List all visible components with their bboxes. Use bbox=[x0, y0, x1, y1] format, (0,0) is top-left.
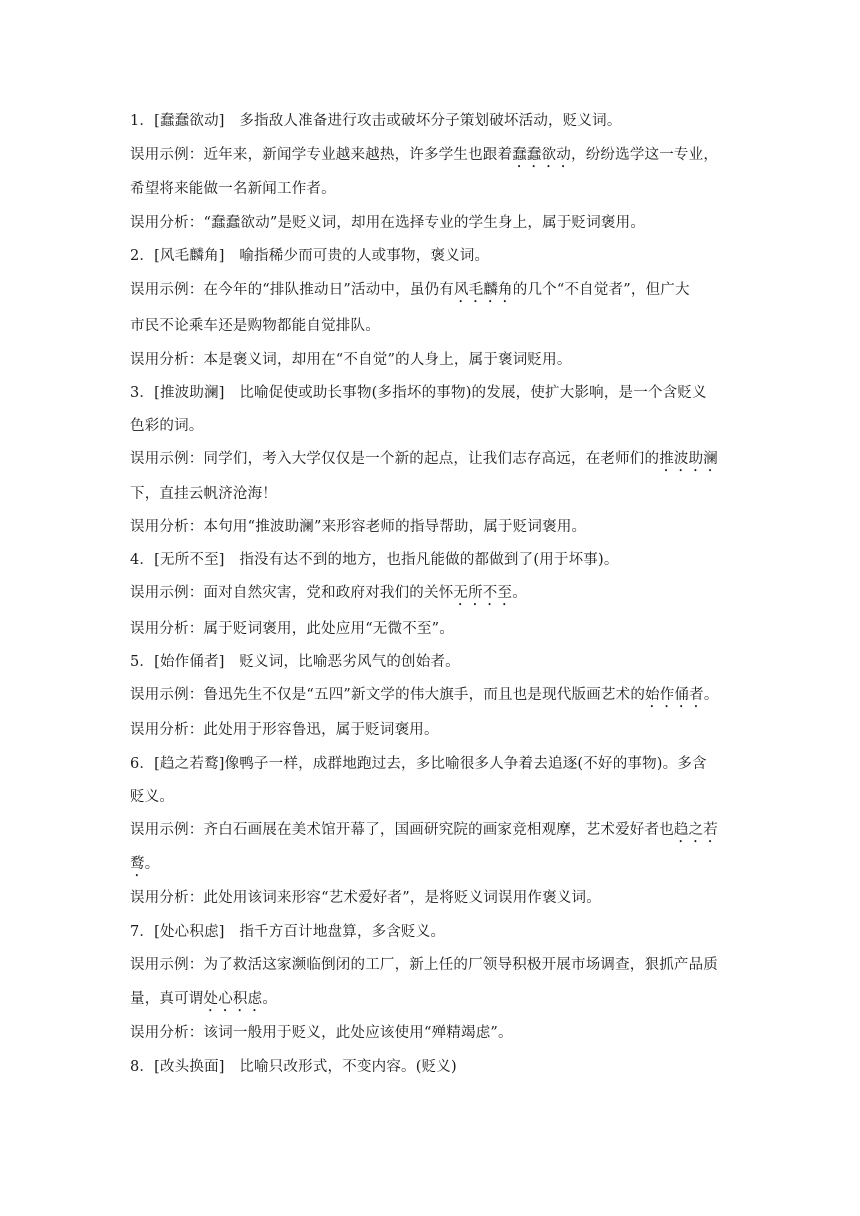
entry-3-heading: 3．[推波助澜] 比喻促使或助长事物(多指坏的事物)的发展，使扩大影响，是一个含贬义 bbox=[130, 385, 707, 401]
emphasized-phrase: 推波助澜 bbox=[659, 451, 719, 467]
emphasized-phrase: 处心积虑 bbox=[203, 991, 263, 1007]
entry-4-analysis: 误用分析：属于贬词褒用，此处应用“无微不至”。 bbox=[130, 621, 454, 637]
entry-5-heading: 5．[始作俑者] 贬义词，比喻恶劣风气的创始者。 bbox=[130, 654, 460, 670]
entry-7-example-line-2: 量，真可谓处心积虑。 bbox=[130, 991, 278, 1007]
entry-6-example-line-1: 误用示例：齐白石画展在美术馆开幕了，国画研究院的画家竞相观摩，艺术爱好者也趋之若 bbox=[130, 822, 719, 838]
entry-3-heading-line-2: 色彩的词。 bbox=[130, 418, 204, 434]
entry-1-analysis: 误用分析：“蠢蠢欲动”是贬义词，却用在选择专业的学生身上，属于贬词褒用。 bbox=[130, 215, 646, 231]
emphasized-phrase: 无所不至 bbox=[453, 585, 513, 601]
entry-6-example-line-2: 鹜。 bbox=[130, 856, 160, 872]
emphasized-phrase: 风毛麟角 bbox=[453, 282, 513, 298]
emphasized-phrase: 蠢蠢欲动 bbox=[512, 147, 572, 163]
entry-1-example-line-1: 误用示例：近年来，新闻学专业越来越热，许多学生也跟着蠢蠢欲动，纷纷选学这一专业， bbox=[130, 147, 719, 163]
entry-4-example-line-1: 误用示例：面对自然灾害，党和政府对我们的关怀无所不至。 bbox=[130, 585, 527, 601]
entry-7-heading: 7．[处心积虑] 指千方百计地盘算，多含贬义。 bbox=[130, 924, 446, 940]
entry-6-heading-line-2: 贬义。 bbox=[130, 789, 175, 805]
entry-2-analysis: 误用分析：本是褒义词，却用在“不自觉”的人身上，属于褒词贬用。 bbox=[130, 352, 572, 368]
entry-1-heading: 1．[蠢蠢欲动] 多指敌人准备进行攻击或破坏分子策划破坏活动，贬义词。 bbox=[130, 113, 622, 129]
entry-1-example-line-2: 希望将来能做一名新闻工作者。 bbox=[130, 181, 336, 197]
entry-5-example-line-1: 误用示例：鲁迅先生不仅是“五四”新文学的伟大旗手，而且也是现代版画艺术的始作俑者。 bbox=[130, 687, 719, 703]
emphasized-phrase: 趋之若 bbox=[673, 822, 719, 838]
entry-3-example-line-1: 误用示例：同学们，考入大学仅仅是一个新的起点，让我们志存高远，在老师们的推波助澜 bbox=[130, 451, 719, 467]
emphasized-phrase: 始作俑者 bbox=[645, 687, 704, 703]
emphasized-phrase: 鹜 bbox=[130, 856, 145, 872]
entry-8-heading: 8．[改头换面] 比喻只改形式，不变内容。(贬义) bbox=[130, 1059, 457, 1075]
entry-6-heading: 6．[趋之若鹜]像鸭子一样，成群地跑过去，多比喻很多人争着去追逐(不好的事物)。多含 bbox=[130, 756, 707, 772]
entry-7-analysis: 误用分析：该词一般用于贬义，此处应该使用“殚精竭虑”。 bbox=[130, 1025, 513, 1041]
entry-3-analysis: 误用分析：本句用“推波助澜”来形容老师的指导帮助，属于贬词褒用。 bbox=[130, 519, 587, 535]
entry-4-heading: 4．[无所不至] 指没有达不到的地方，也指凡能做的都做到了(用于坏事)。 bbox=[130, 552, 619, 568]
entry-3-example-line-2: 下，直挂云帆济沧海！ bbox=[130, 486, 277, 502]
entry-2-heading: 2．[风毛麟角] 喻指稀少而可贵的人或事物，褒义词。 bbox=[130, 248, 490, 264]
entry-5-analysis: 误用分析：此处用于形容鲁迅，属于贬词褒用。 bbox=[130, 722, 439, 738]
entry-6-analysis: 误用分析：此处用该词来形容“艺术爱好者”，是将贬义词误用作褒义词。 bbox=[130, 890, 601, 906]
entry-2-example-line-1: 误用示例：在今年的“排队推动日”活动中，虽仍有风毛麟角的几个“不自觉者”，但广大 bbox=[130, 282, 690, 298]
entry-7-example-line-1: 误用示例：为了救活这家濒临倒闭的工厂，新上任的厂领导积极开展市场调查，狠抓产品质 bbox=[130, 957, 718, 973]
entry-2-example-line-2: 市民不论乘车还是购物都能自觉排队。 bbox=[130, 318, 380, 334]
